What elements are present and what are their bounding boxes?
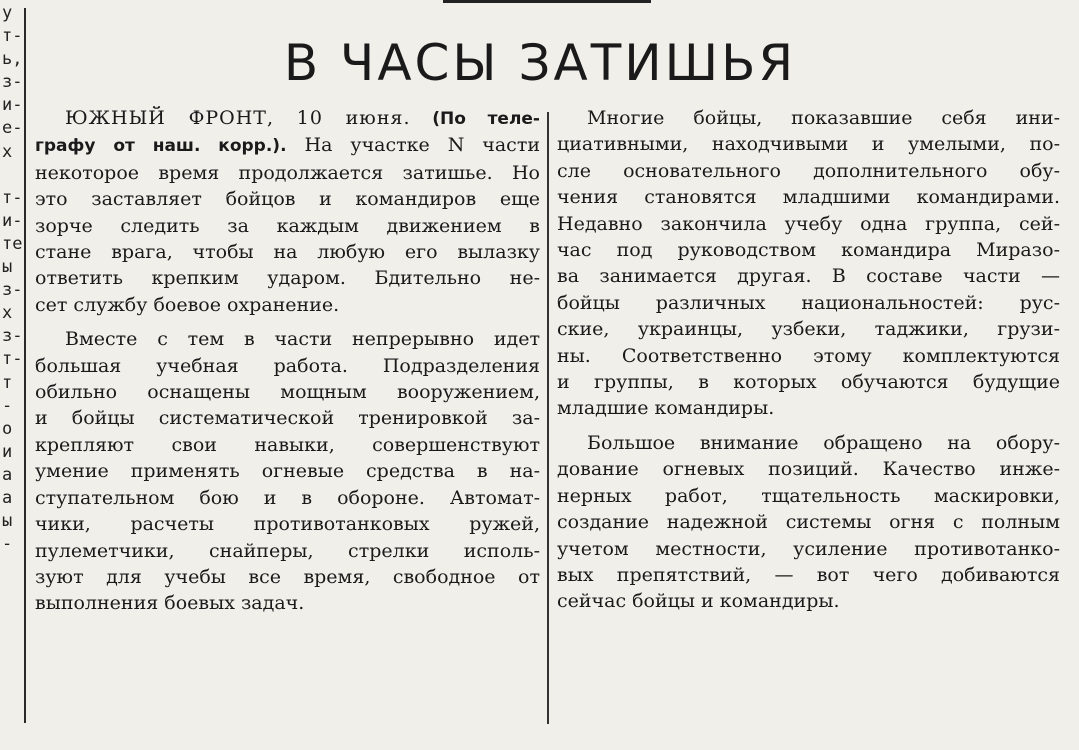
text-line: это заставляет бойцов и командиров еще [35, 188, 540, 211]
credit-continued: графу от наш. корр.). [35, 136, 287, 157]
fragment-line: з- [2, 326, 23, 347]
text-line: некоторое время продолжается затишье. Но [35, 161, 540, 184]
column-divider-middle [547, 112, 549, 724]
dateline: ЮЖНЫЙ ФРОНТ, 10 июня. [65, 107, 411, 129]
fragment-line [2, 164, 20, 187]
fragment-line: и- [2, 210, 23, 231]
article-headline: В ЧАСЫ ЗАТИШЬЯ [283, 34, 797, 92]
text-line: сет службу боевое охранение. [35, 293, 340, 316]
fragment-line: и- [2, 95, 23, 116]
fragment-line: - [2, 395, 13, 416]
text-line: обильно оснащены мощным вооружением, [35, 381, 540, 404]
fragment-line: те [2, 233, 23, 254]
text-line: бойцы различных национальностей: рус- [557, 291, 1060, 314]
top-rule [443, 0, 651, 3]
text-line: стане врага, чтобы на любую его вылазку [35, 241, 540, 264]
fragment-line: ы [2, 511, 13, 532]
article-column-right [557, 105, 1060, 615]
credit: (По теле- [432, 109, 540, 129]
fragment-line: т [2, 372, 13, 393]
text-line: час под руководством командира Миразо- [557, 239, 1060, 262]
text-line: большая учебная работа. Подразделения [35, 354, 540, 377]
text-line: циативными, находчивыми и умелыми, по- [557, 133, 1060, 156]
text-line: вых препятствий, — вот чего добиваются [557, 563, 1060, 586]
text-line: Большое внимание обращено на обору- [587, 431, 1060, 454]
fragment-line: х [2, 141, 13, 162]
text-line: умение применять огневые средства в на- [35, 460, 540, 483]
text-line: На участке N части [304, 134, 541, 157]
paragraph-4 [557, 430, 1060, 615]
text-line: зорче следить за каждым движением в [35, 214, 540, 237]
fragment-line: а [2, 487, 13, 508]
fragment-line: ь, [2, 49, 23, 70]
fragment-line: у [2, 3, 13, 23]
fragment-line: а [2, 464, 13, 485]
credit-line [35, 132, 540, 159]
text-line: ны. Соответственно этому комплектуются [557, 344, 1060, 367]
text-line: ответить крепким ударом. Бдительно не- [35, 267, 540, 290]
text-line: крепляют свои навыки, совершенствуют [35, 433, 540, 456]
fragment-line: х [2, 303, 13, 324]
text-line: ступательном бою и в обороне. Автомат- [35, 486, 540, 509]
text-line: сейчас бойцы и командиры. [557, 590, 840, 613]
fragment-line: т- [2, 187, 23, 208]
fragment-line: и [2, 441, 13, 462]
fragment-line: - [2, 534, 13, 555]
fragment-line: ы [2, 257, 13, 278]
text-line: выполнения боевых задач. [35, 592, 305, 615]
text-line: ские, украинцы, узбеки, таджики, грузи- [557, 318, 1060, 341]
text-line: зуют для учебы все время, свободное от [35, 565, 540, 588]
text-line: чики, расчеты противотанковых ружей, [35, 513, 540, 536]
column-divider-left [24, 8, 26, 723]
text-line: пулеметчики, снайперы, стрелки исполь- [35, 539, 540, 562]
text-line: создание надежной системы огня с полным [557, 511, 1060, 534]
text-line: чения становятся младшими командирами. [557, 186, 1060, 209]
fragment-line: з- [2, 280, 23, 301]
text-line: и бойцы систематической тренировкой за- [35, 407, 540, 430]
dateline-line [35, 105, 540, 132]
article-column-left [35, 105, 540, 617]
text-line: ва занимается другая. В составе части — [557, 265, 1060, 288]
text-line: Вместе с тем в части непрерывно идет [65, 328, 540, 351]
fragment-line: о [2, 418, 13, 439]
text-line: учетом местности, усиление противотанко- [557, 537, 1060, 560]
text-line: нерных работ, тщательность маскировки, [557, 484, 1060, 507]
text-line: младшие командиры. [557, 397, 775, 420]
text-line: сле основательного дополнительного обу- [557, 159, 1060, 182]
paragraph-1 [35, 105, 540, 318]
fragment-line: т- [2, 26, 23, 47]
fragment-line: е- [2, 118, 23, 139]
text-line: Многие бойцы, показавшие себя ини- [587, 107, 1060, 129]
fragment-line: з- [2, 72, 23, 93]
text-line: и группы, в которых обучаются будущие [557, 371, 1060, 394]
fragment-line: т- [2, 349, 23, 370]
adjacent-column-fragments [2, 2, 23, 556]
paragraph-3 [557, 105, 1060, 422]
text-line: Недавно закончила учебу одна группа, сей- [557, 212, 1060, 235]
paragraph-2 [35, 326, 540, 616]
text-line: дование огневых позиций. Качество инже- [557, 458, 1060, 481]
